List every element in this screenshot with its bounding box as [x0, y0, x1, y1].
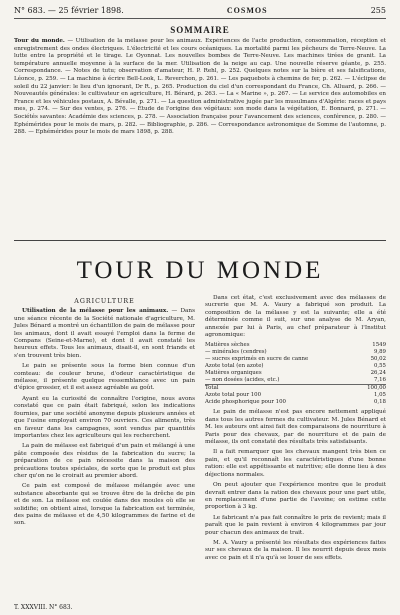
paragraph: — Dans une séance récente de la Société nationale d'agriculture, M. Jules Bénard a montré un échantillon de pain de mélasse pour les animaux, dont il avait essayé l'emploi dans la ferme de Compans (Seine-et-Marne), et dont il avait constaté les heureux effets. Tous les animaux, disait-il, en sont friands et s'en trouvent très bien.	[14, 308, 196, 359]
divider	[14, 240, 386, 241]
running-header	[14, 6, 386, 19]
table-row: — non dosées (acides, etc.) 7,16	[205, 377, 386, 384]
section-title: TOUR DU MONDE	[76, 257, 324, 284]
paragraph: M. A. Vaury a présenté les résultats des expériences faites sur ses chevaux de la maison. Il les nourrit depuis deux mois avec ce pain et il n'a qu'à se louer de ses effets.	[205, 539, 386, 561]
sommaire-body: — Utilisation de la mélasse pour les animaux. Expériences de l'acte production, consommation, réception et enregistrement des ondes électriques. L'électricité et les cours océaniques. La mortalité parmi les pêcheurs de Terre-Neuve. La lutte entre la propriété et le tirage. Le Oyonnat. Les nouvelles bombes de Terre-Neuve. Les machines tirées de granit. La température annuelle moyenne à la surface de la mer. Utilisation de la neige au cap. Une nouvelle réserve géante, p. 255. Correspondance. — Notes de tutu; observation d'amateur, H. P. Rehl, p. 252. Quelques notes sur la bière et ses falsifications, Léonce, p. 259. — La machine à écrire Bell-Look, L. Reverchon, p. 261. — Les paquebots à chemins de fer, p. 262. — L'éclipse de soleil du 22 janvier: le lieu d'un ignorant, Dr R., p. 265. Production du ciel d'un correspondant du France, Ch. Alluard, p. 266. — Nouveautés générales: le cultivateur en agriculture, H. Bérard, p. 263. — La « Marine », p. 267. — Le service des automobiles en France et les véhicules postaux, A. Bévalle, p. 271. — La question administrative jugée par les musulmans d'Algérie: races et pays mes, p. 274. — Sur des ventes, p. 276. — Étude de l'origine des végétaux: son mode dans la végétation, E. Bonnard, p. 271. — Sociétés savantes: Académie des sciences, p. 278. — Association française pour l'avancement des sciences, conférence, p. 280. — Ephémérides pour le mois de mars, p. 282. — Bibliographie, p. 286. — Correspondance astronomique de Somme de l'automne, p. 288. — Ephémérides pour le mois de mars 1898, p. 288.	[14, 38, 386, 136]
table-row: Azote total (en azote) 0,55	[205, 363, 386, 370]
left-column	[14, 295, 195, 565]
sommaire-intro-label: Tour du monde.	[14, 38, 65, 44]
article-lead: Utilisation de la mélasse pour les animaux.	[22, 308, 169, 315]
paragraph: Le pain se présente sous la forme bien connue d'un comteau: de couleur brune, d'odeur caractéristique de mélasse, il présente quelque ressemblance avec un pain d'épice grossier, et il est assez agréable au goût.	[14, 363, 195, 392]
rubric-heading: AGRICULTURE	[74, 298, 135, 305]
table-row: Acide phosphorique pour 100 0,18	[205, 399, 386, 406]
page-number: 255	[370, 6, 386, 15]
table-row: Azote total pour 100 1,05	[205, 392, 386, 399]
paragraph: Il a fait remarquer que les chevaux mangent très bien ce pain, et qu'il reconnaît les caractéristiques d'une bonne ration: elle est appétissante et nutritive; elle donne lieu à des déjections normales.	[205, 449, 386, 478]
paragraph: Ayant eu la curiosité de connaître l'origine, nous avons constaté que ce pain était fabriqué, selon les indications fournies, par une société anonyme depuis plusieurs années et que l'usine employait environ 70 ouvriers. Ces aliments, très en faveur dans les campagnes, sont vendus par quantités importantes chez les agriculteurs qui les recherchent.	[14, 395, 195, 439]
paragraph: Ce pain est composé de mélasse mélangée avec une substance absorbante qui se trouve être de la drêche de pin et de son. La mélasse est coulée dans des moules où elle se solidifie; on obtient ainsi, lorsque la fabrication est terminée, des pains de mélasse et de 4,50 kilogrammes de farine et de son.	[14, 483, 195, 527]
table-row: Matières organiques 26,24	[205, 370, 386, 377]
table-row: — sucres exprimés en sucre de canne 50,02	[205, 356, 386, 363]
paragraph: Dans cet état, c'est exclusivement avec des mélasses de sucrerie que M. A. Vaury a fabriqué son produit. La composition de la mélasse y est la suivante; elle a été déterminée comme il suit, sur une analyse de M. Aryan, annexée par lui à Paris, au chef préparateur à l'Institut agronomique:	[205, 295, 386, 339]
table-row-total: Total 100,00	[205, 385, 386, 392]
paragraph: La pain de mélasse est fabriqué d'un pain et mélangé à une pâte composée des résidus de la fabrication du sucre; la préparation de ce pain nécessite dans la maison des précautions toutes spéciales, de sorte que le produit est plus cher qu'on ne le croirait au premier abord.	[14, 443, 195, 479]
paragraph: Le fabricant n'a pas fait connaître le prix de revient; mais il paraît que le pain revient à environ 4 kilogrammes par jour pour chacun des animaux de trait.	[205, 514, 386, 536]
article-columns	[14, 295, 386, 565]
magazine-title: COSMOS	[226, 6, 268, 15]
issue-number: N° 683. — 25 février 1898.	[14, 6, 124, 15]
analysis-table	[205, 342, 386, 406]
table-row: — minérales (cendres) 9,89	[205, 349, 386, 356]
sommaire-title: SOMMAIRE	[170, 25, 230, 35]
footer-volume: T. XXXVIII. N° 683.	[14, 604, 73, 611]
paragraph: On peut ajouter que l'expérience montre que le produit devrait entrer dans la ration des chevaux pour une part utile, en remplacement d'une partie de l'avoine; on estime cette proportion à 3 kg.	[205, 482, 386, 511]
paragraph: Le pain de mélasse n'est pas encore nettement appliqué dans tous les autres fermes du cultivateur. M. Jules Bénard et M. les auteurs ont ainsi fait des comparaisons de nourriture à Paris pour des chevaux, par de nourriture et de pain de mélasse, ils ont constaté des résultats très satisfaisants.	[205, 409, 386, 446]
right-column	[205, 295, 386, 565]
table-row: Matières sèches 1549	[205, 342, 386, 349]
sommaire-text	[14, 38, 386, 234]
